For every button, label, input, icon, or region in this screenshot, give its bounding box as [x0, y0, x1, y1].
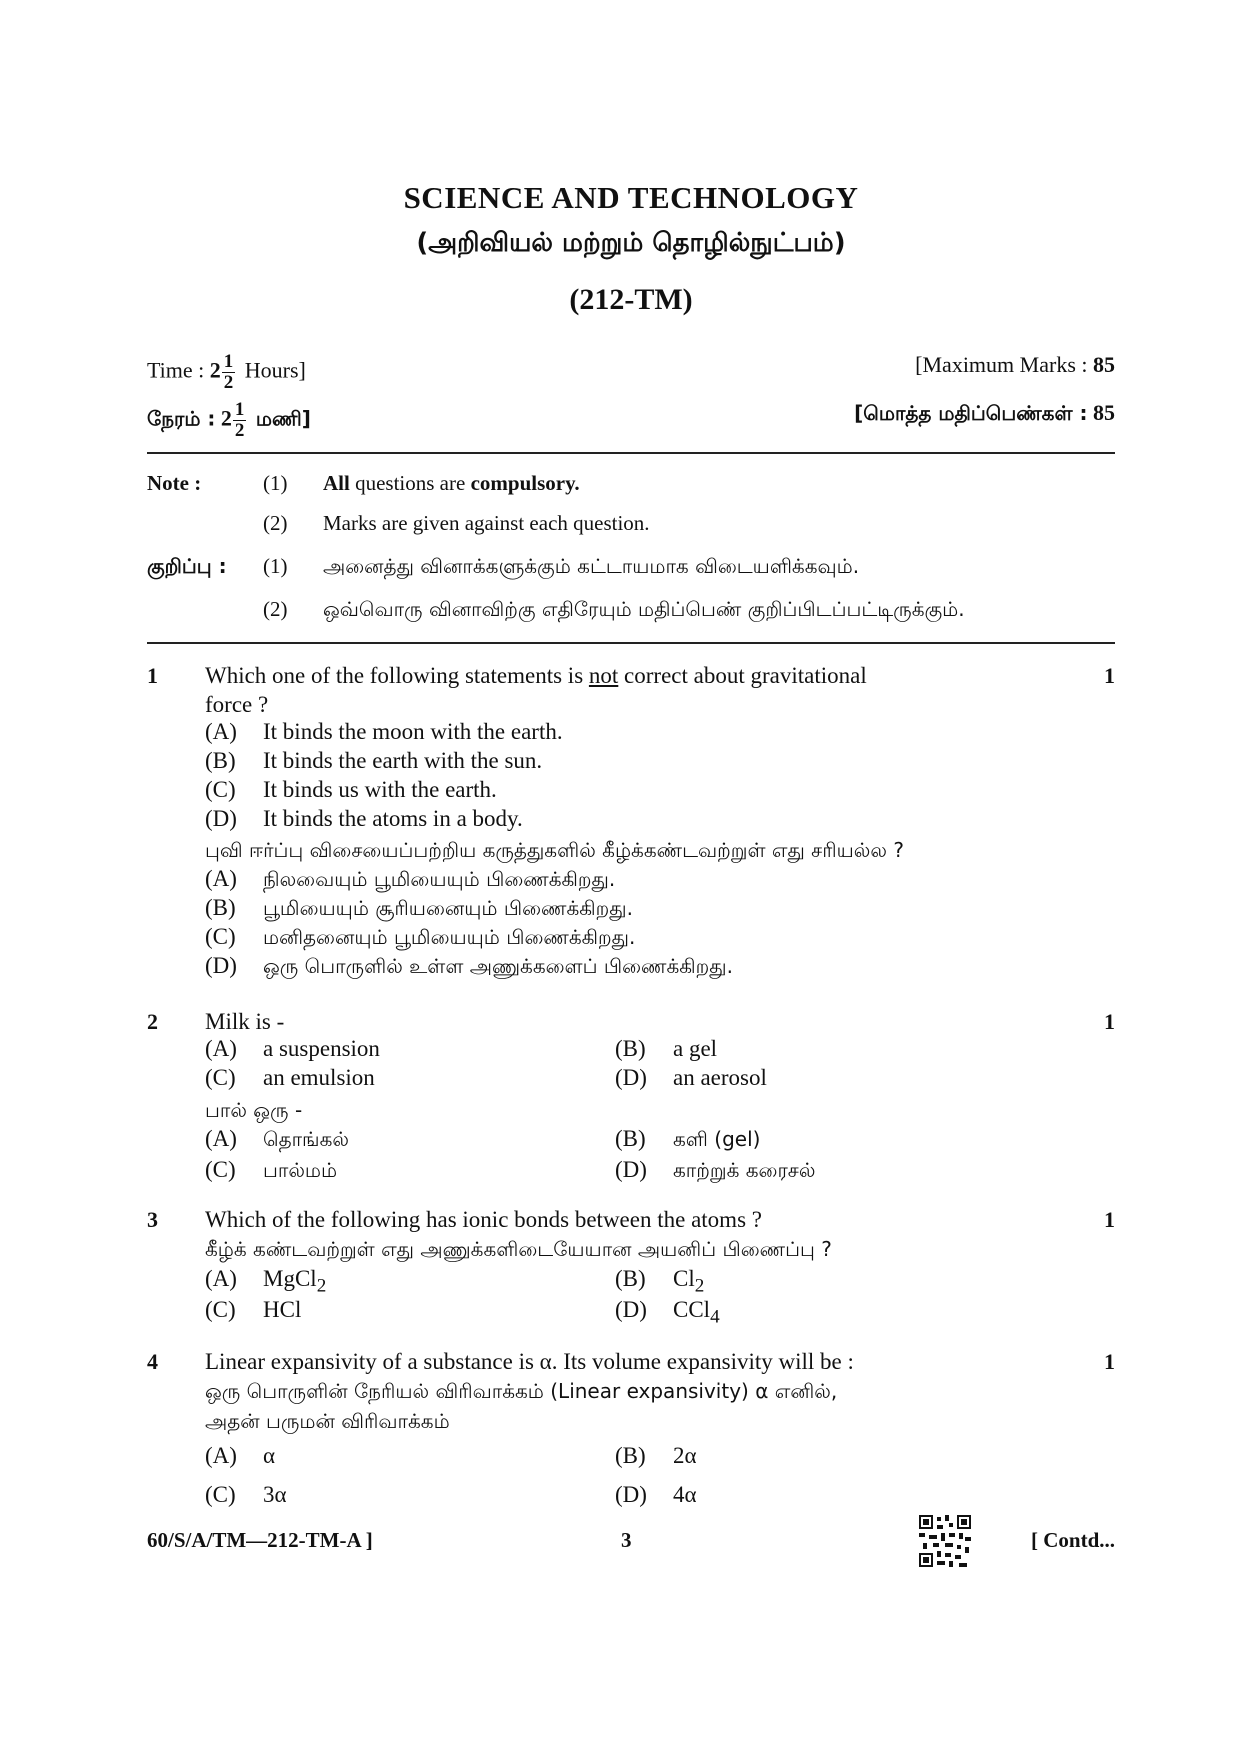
max-marks-label: [Maximum Marks :	[915, 352, 1088, 377]
option: (A) a suspension	[205, 1036, 380, 1061]
option-tamil: (D) காற்றுக் கரைசல்	[615, 1157, 816, 1182]
option-tamil: (A) தொங்கல்	[205, 1126, 349, 1151]
max-marks-value-tamil: 85	[1093, 400, 1115, 425]
option: (C) 3α	[205, 1482, 287, 1507]
note-tamil-1-number: (1)	[263, 554, 288, 578]
footer-paper-code: 60/S/A/TM—212-TM-A ]	[147, 1528, 373, 1552]
option: (C) HCl	[205, 1297, 302, 1322]
question-text-tamil: புவி ஈர்ப்பு விசையைப்பற்றிய கருத்துகளில் கீழ்க்கண்டவற்றுள் எது சரியல்ல ?	[205, 838, 904, 862]
question-text-tamil: கீழ்க் கண்டவற்றுள் எது அணுக்களிடையேயான அயனிப் பிணைப்பு ?	[205, 1237, 832, 1261]
continued-label: [ Contd...	[1030, 1528, 1115, 1552]
option: (C) It binds us with the earth.	[205, 777, 497, 802]
question-text-line2: force ?	[205, 692, 269, 717]
option: (C) an emulsion	[205, 1065, 375, 1090]
note-tamil-1: அனைத்து வினாக்களுக்கும் கட்டாயமாக விடையளிக்கவும்.	[323, 554, 860, 578]
note-label-tamil: குறிப்பு :	[147, 554, 227, 578]
time-unit: Hours]	[244, 357, 306, 383]
paper-code: (212-TM)	[569, 283, 693, 316]
paper-title-tamil: (அறிவியல் மற்றும் தொழில்நுட்பம்)	[416, 228, 846, 258]
max-marks-label-tamil: [மொத்த மதிப்பெண்கள் :	[854, 401, 1088, 425]
question-marks: 1	[1104, 1207, 1115, 1232]
option: (D) It binds the atoms in a body.	[205, 806, 523, 831]
option: (B) 2α	[615, 1443, 697, 1468]
time-fraction-tamil: $\frac{1}{2}$	[234, 399, 245, 441]
page-number: 3	[621, 1528, 632, 1552]
question-text: Which of the following has ionic bonds between the atoms ?	[205, 1207, 762, 1232]
note-tamil-2: ஒவ்வொரு வினாவிற்கு எதிரேயும் மதிப்பெண் குறிப்பிடப்பட்டிருக்கும்.	[323, 597, 965, 621]
divider	[147, 452, 1115, 454]
qr-code-icon	[919, 1515, 971, 1567]
question-number: 2	[147, 1009, 158, 1034]
option: (D) 4α	[615, 1482, 697, 1507]
time-whole-tamil: 2	[220, 405, 232, 431]
question-text-tamil: பால் ஒரு -	[205, 1098, 303, 1122]
option-tamil: (B) பூமியையும் சூரியனையும் பிணைக்கிறது.	[205, 895, 633, 920]
question-marks: 1	[1104, 663, 1115, 688]
divider	[147, 642, 1115, 644]
note-label: Note :	[147, 471, 202, 495]
time-unit-tamil: மணி]	[255, 406, 311, 431]
question-text: Linear expansivity of a substance is α. Its volume expansivity will be :	[205, 1349, 854, 1374]
option: (D) an aerosol	[615, 1065, 767, 1090]
note-tamil-2-number: (2)	[263, 597, 288, 621]
option: (A) α	[205, 1443, 276, 1468]
option: (B) $Cl_2$	[615, 1266, 705, 1297]
option: (A) It binds the moon with the earth.	[205, 719, 563, 744]
option: (B) It binds the earth with the sun.	[205, 748, 543, 773]
question-text: Which one of the following statements is not correct about gravitational	[205, 663, 867, 688]
question-text: Milk is -	[205, 1009, 285, 1034]
time-fraction: $\frac{1}{2}$	[223, 351, 234, 393]
question-number: 1	[147, 663, 158, 688]
option-tamil: (A) நிலவையும் பூமியையும் பிணைக்கிறது.	[205, 866, 616, 891]
option: (A) MgCl$_2$	[205, 1266, 327, 1297]
option: (B) a gel	[615, 1036, 718, 1061]
note-2-number: (2)	[263, 511, 288, 535]
time-label-tamil: நேரம் :	[147, 406, 216, 431]
option-tamil: (C) பால்மம்	[205, 1157, 338, 1182]
note-1-number: (1)	[263, 471, 288, 495]
question-number: 4	[147, 1349, 158, 1374]
max-marks-value: 85	[1093, 352, 1115, 377]
question-text-tamil: ஒரு பொருளின் நேரியல் விரிவாக்கம் (Linear expansivity) α எனில்,	[205, 1379, 838, 1403]
option-tamil: (D) ஒரு பொருளில் உள்ள அணுக்களைப் பிணைக்கிறது.	[205, 953, 733, 978]
option: (D) CCl$_4$	[615, 1297, 720, 1328]
paper-title: SCIENCE AND TECHNOLOGY	[403, 180, 859, 215]
question-number: 3	[147, 1207, 158, 1232]
question-marks: 1	[1104, 1349, 1115, 1374]
option-tamil: (C) மனிதனையும் பூமியையும் பிணைக்கிறது.	[205, 924, 636, 949]
note-2: Marks are given against each question.	[323, 511, 650, 535]
time-label: Time :	[147, 357, 205, 383]
note-1: All questions are compulsory.	[323, 471, 580, 495]
question-text-tamil-line2: அதன் பருமன் விரிவாக்கம்	[205, 1409, 450, 1433]
question-marks: 1	[1104, 1009, 1115, 1034]
time-whole: 2	[209, 357, 221, 383]
option-tamil: (B) களி (gel)	[615, 1126, 761, 1151]
